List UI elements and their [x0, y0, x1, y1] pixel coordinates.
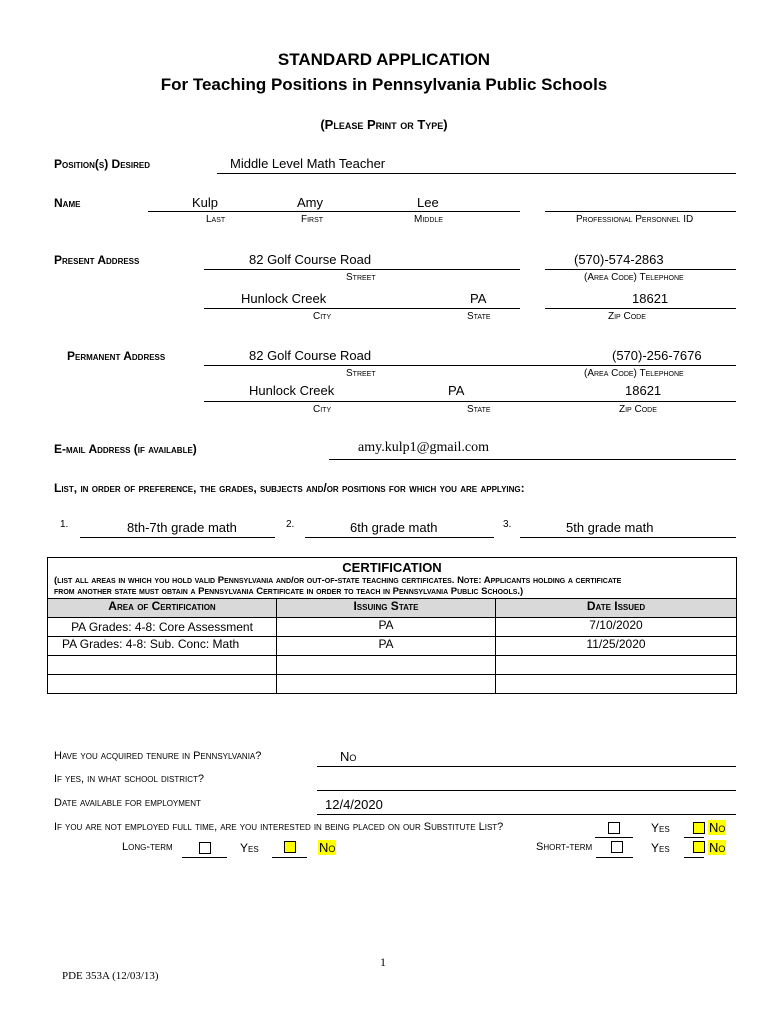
substitute-label: If you are not employed full time, are you interested in being placed on our Substitute List? — [54, 821, 504, 833]
permanent-address-label: Permanent Address — [67, 349, 166, 363]
cert-area-cell[interactable]: PA Grades: 4-8: Sub. Conc: Math — [48, 637, 277, 656]
substitute-yes-label: Yes — [651, 821, 670, 835]
email-label: E-mail Address (if available) — [54, 442, 197, 456]
last-caption: Last — [206, 214, 226, 225]
district-label: If yes, in what school district? — [54, 773, 205, 785]
permanent-street-field[interactable]: 82 Golf Course Road — [249, 348, 372, 363]
table-row — [48, 637, 737, 656]
table-row — [48, 675, 737, 694]
present-address-label: Present Address — [54, 253, 140, 267]
ppid-caption: Professional Personnel ID — [576, 214, 694, 225]
position-field[interactable]: Middle Level Math Teacher — [230, 156, 386, 171]
substitute-no-checkbox[interactable] — [693, 822, 705, 834]
position-label: Position(s) Desired — [54, 157, 151, 171]
present-phone-field[interactable]: (570)-574-2863 — [574, 252, 664, 267]
preference-2-number: 2. — [286, 519, 295, 530]
long-term-no-label: No — [319, 840, 336, 855]
long-term-yes-label: Yes — [240, 841, 259, 855]
present-city-field[interactable]: Hunlock Creek — [241, 291, 327, 306]
column-header-area: Area of Certification — [48, 599, 277, 618]
permanent-zip-field[interactable]: 18621 — [625, 383, 662, 398]
availability-label: Date available for employment — [54, 797, 201, 809]
tenure-label: Have you acquired tenure in Pennsylvania? — [54, 750, 262, 762]
cert-date-cell[interactable]: 11/25/2020 — [496, 637, 737, 656]
certification-note-line2: from another state must obtain a Pennsylvania Certificate in order to teach in Pennsylvania Public Schools.) — [54, 586, 524, 597]
short-term-no-checkbox[interactable] — [693, 841, 705, 853]
column-header-date: Date Issued — [496, 599, 737, 618]
permanent-city-field[interactable]: Hunlock Creek — [249, 383, 335, 398]
substitute-yes-checkbox[interactable] — [608, 822, 620, 834]
long-term-yes-checkbox[interactable] — [199, 842, 211, 854]
short-term-label: Short-term — [536, 841, 593, 853]
present-phone-caption: (Area Code) Telephone — [584, 272, 684, 283]
short-term-no-label: No — [709, 840, 726, 855]
permanent-state-caption: State — [467, 404, 491, 415]
page-number: 1 — [380, 955, 386, 969]
availability-field[interactable]: 12/4/2020 — [325, 797, 383, 812]
short-term-yes-label: Yes — [651, 841, 670, 855]
email-field[interactable]: amy.kulp1@gmail.com — [358, 440, 489, 455]
present-state-field[interactable]: PA — [470, 291, 487, 306]
permanent-zip-caption: Zip Code — [619, 404, 657, 415]
preference-1-field[interactable]: 8th-7th grade math — [127, 520, 237, 535]
cert-state-cell[interactable] — [277, 656, 496, 675]
form-title: STANDARD APPLICATION — [277, 50, 491, 69]
permanent-phone-caption: (Area Code) Telephone — [584, 368, 684, 379]
column-header-state: Issuing State — [277, 599, 496, 618]
short-term-yes-checkbox[interactable] — [611, 841, 623, 853]
permanent-phone-field[interactable]: (570)-256-7676 — [612, 348, 702, 363]
present-street-caption: Street — [346, 272, 376, 283]
present-city-caption: City — [313, 311, 332, 322]
cert-date-cell[interactable]: 7/10/2020 — [496, 618, 737, 637]
middle-name-field[interactable]: Lee — [417, 195, 439, 210]
present-zip-caption: Zip Code — [608, 311, 646, 322]
tenure-field[interactable]: No — [340, 749, 357, 764]
preference-3-field[interactable]: 5th grade math — [566, 520, 654, 535]
certification-note-line1: (list all areas in which you hold valid Pennsylvania and/or out-of-state teaching certificates. Note: Applicants holding a certificate — [54, 575, 622, 586]
table-row — [48, 618, 737, 637]
certification-title: CERTIFICATION — [342, 560, 442, 575]
preference-2-field[interactable]: 6th grade math — [350, 520, 438, 535]
permanent-street-caption: Street — [346, 368, 376, 379]
substitute-no-label: No — [709, 820, 726, 835]
preference-3-number: 3. — [503, 519, 512, 530]
certification-header-cell — [48, 558, 737, 599]
preferences-label: List, in order of preference, the grades, subjects and/or positions for which you are applying: — [54, 481, 525, 495]
first-caption: First — [301, 214, 324, 225]
permanent-city-caption: City — [313, 404, 332, 415]
cert-area-cell[interactable]: PA Grades: 4-8: Core Assessment — [48, 618, 277, 637]
first-name-field[interactable]: Amy — [297, 195, 323, 210]
table-row — [48, 656, 737, 675]
cert-date-cell[interactable] — [496, 675, 737, 694]
last-name-field[interactable]: Kulp — [192, 195, 219, 210]
present-street-field[interactable]: 82 Golf Course Road — [249, 252, 372, 267]
name-label: Name — [54, 196, 81, 210]
certification-table — [47, 557, 737, 694]
preference-1-number: 1. — [60, 519, 69, 530]
cert-area-cell[interactable] — [48, 656, 277, 675]
cert-state-cell[interactable] — [277, 675, 496, 694]
present-zip-field[interactable]: 18621 — [632, 291, 669, 306]
long-term-no-checkbox[interactable] — [284, 841, 296, 853]
cert-state-cell[interactable]: PA — [277, 637, 496, 656]
cert-date-cell[interactable] — [496, 656, 737, 675]
middle-caption: Middle — [414, 214, 443, 225]
form-instruction: (Please Print or Type) — [320, 117, 448, 132]
form-subtitle: For Teaching Positions in Pennsylvania Public Schools — [160, 75, 608, 94]
cert-state-cell[interactable]: PA — [277, 618, 496, 637]
form-id: PDE 353A (12/03/13) — [62, 970, 159, 982]
cert-area-cell[interactable] — [48, 675, 277, 694]
permanent-state-field[interactable]: PA — [448, 383, 465, 398]
present-state-caption: State — [467, 311, 491, 322]
long-term-label: Long-term — [122, 841, 173, 853]
